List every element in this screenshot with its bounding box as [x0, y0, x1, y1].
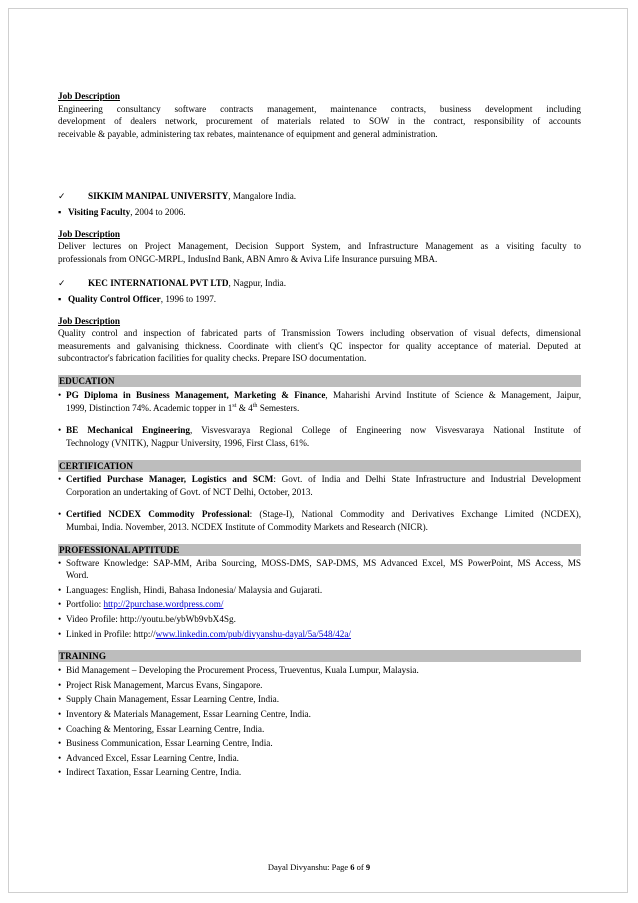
role-entry — [58, 206, 581, 219]
certification-issuer: : Govt. of India and Delhi State Infrastructure and Industrial Development — [273, 474, 581, 485]
languages: Languages: English, Hindi, Bahasa Indonesia/ Malaysia and Gujarati. — [66, 584, 323, 595]
certification-details: Mumbai, India. November, 2013. NCDEX Institute of Commodity Markets and Research (NICR). — [66, 522, 428, 533]
aptitude-item — [58, 613, 581, 626]
employer-name: SIKKIM MANIPAL UNIVERSITY — [88, 191, 229, 202]
portfolio-link[interactable]: http://2purchase.wordpress.com/ — [103, 599, 224, 610]
bullet-icon: • — [58, 389, 62, 400]
linkedin-link[interactable]: www.linkedin.com/pub/divyanshu-dayal/5a/548/42a/ — [155, 628, 351, 639]
bullet-icon: • — [58, 425, 62, 436]
bullet-icon: • — [58, 752, 62, 763]
bullet-icon: • — [58, 628, 62, 639]
bullet-icon: • — [58, 709, 62, 719]
training-item: • Bid Management – Developing the Procurement Process, Trueventus, Kuala Lumpur, Malaysia. — [58, 665, 419, 676]
certification-title: Certified NCDEX Commodity Professional — [66, 509, 250, 520]
role-period: , 2004 to 2006. — [130, 206, 186, 217]
degree-institution: , Visvesvaraya Regional College of Engineering now Visvesvaraya National Institute of — [189, 425, 581, 436]
degree-title: PG Diploma in Business Management, Marketing & Finance — [66, 389, 326, 400]
education-item — [58, 389, 581, 414]
footer-author: Dayal Divyanshu: Page — [267, 862, 351, 872]
aptitude-item — [58, 628, 581, 641]
job-description-line: professionals from ONGC-MRPL, IndusInd Bank, ABN Amro & Aviva Life Insurance pursuing MBA. — [58, 253, 438, 264]
training-item: • Business Communication, Essar Learning Centre, India. — [58, 738, 273, 749]
employer-location: , Nagpur, India. — [228, 278, 287, 289]
section-header-certification: CERTIFICATION — [58, 460, 581, 472]
software-knowledge: Software Knowledge: SAP-MM, Ariba Sourcing, MOSS-DMS, SAP-DMS, MS Advanced Excel, MS PowerPoint, MS Access, MS — [66, 557, 581, 568]
job-description-line: receivable & payable, administering tax rebates, maintenance of equipment and general administration. — [58, 128, 438, 139]
linkedin-label: Linked in Profile: http:// — [66, 628, 156, 639]
role-entry — [58, 293, 581, 306]
square-bullet-icon: ▪ — [58, 293, 62, 304]
section-header-training: TRAINING — [58, 650, 581, 662]
software-knowledge-cont: Word. — [66, 570, 89, 581]
job-description-line: Engineering consultancy software contracts management, maintenance contracts, business development including — [58, 103, 581, 114]
training-item: • Indirect Taxation, Essar Learning Centre, India. — [58, 767, 242, 778]
degree-details: 1999, Distinction 74%. Academic topper in 1st & 4th Semesters. — [66, 402, 300, 413]
employer-entry — [58, 277, 581, 290]
role-title: Visiting Faculty — [68, 206, 131, 217]
section-header-education: EDUCATION — [58, 375, 581, 387]
video-profile: Video Profile: http://youtu.be/ybWb9vbX4Sg. — [66, 614, 236, 625]
section-header-aptitude: PROFESSIONAL APTITUDE — [58, 544, 581, 556]
job-description-line: measurements and galvanising thickness. Coordinate with client's QC inspector for quality acceptance of material. Deputed at — [58, 340, 581, 351]
portfolio-label: Portfolio: — [66, 599, 104, 610]
certification-title: Certified Purchase Manager, Logistics and SCM — [66, 474, 274, 485]
aptitude-item — [58, 598, 581, 611]
footer-page-number: 6 — [350, 862, 355, 872]
checkmark-icon: ✓ — [58, 191, 66, 202]
role-period: , 1996 to 1997. — [160, 293, 217, 304]
employer-name: KEC INTERNATIONAL PVT LTD — [88, 278, 229, 289]
job-description-line: subcontractor's fabrication facilities for quality checks. Prepare ISO documentation. — [58, 353, 367, 364]
job-description-heading: Job Description — [58, 91, 121, 101]
training-item: • Project Risk Management, Marcus Evans, Singapore. — [58, 679, 263, 690]
training-item: • Advanced Excel, Essar Learning Centre, India. — [58, 752, 239, 763]
training-item: • Supply Chain Management, Essar Learning Centre, India. — [58, 694, 280, 705]
bullet-icon: • — [58, 614, 62, 625]
training-item: • Coaching & Mentoring, Essar Learning Centre, India. — [58, 723, 265, 734]
bullet-icon: • — [58, 474, 62, 485]
employer-location: , Mangalore India. — [228, 191, 297, 202]
bullet-icon: • — [58, 679, 62, 690]
certification-item — [58, 508, 581, 533]
bullet-icon: • — [58, 767, 62, 778]
bullet-icon: • — [58, 584, 62, 595]
bullet-icon: • — [58, 599, 62, 610]
job-description-line: Quality control and inspection of fabricated parts of Transmission Towers including observation of visual defects, dimensional — [58, 328, 581, 339]
employer-entry — [58, 190, 581, 203]
bullet-icon: • — [58, 723, 62, 734]
bullet-icon: • — [58, 557, 62, 568]
education-item — [58, 424, 581, 449]
bullet-icon: • — [58, 509, 62, 520]
bullet-icon: • — [58, 665, 62, 676]
page-footer: Dayal Divyanshu: Page 6 of 9 — [267, 862, 371, 872]
aptitude-item — [58, 557, 581, 582]
job-description-line: development of dealers network, procurement of materials related to SOW in the contract, responsibility of accounts — [58, 116, 581, 127]
job-description-heading: Job Description — [58, 228, 121, 239]
role-title: Quality Control Officer — [68, 293, 161, 304]
job-description-heading: Job Description — [58, 315, 121, 326]
certification-issuer: : (Stage-I), National Commodity and Derivatives Exchange Limited (NCDEX), — [249, 509, 582, 520]
resume-content — [58, 90, 581, 779]
square-bullet-icon: ▪ — [58, 206, 62, 217]
bullet-icon: • — [58, 694, 62, 705]
job-description-line: Deliver lectures on Project Management, Decision Support System, and Infrastructure Management as a visiting faculty to — [58, 241, 581, 252]
checkmark-icon: ✓ — [58, 278, 66, 289]
degree-details: Technology (VNITK), Nagpur University, 1996, First Class, 61%. — [66, 437, 310, 448]
certification-item — [58, 473, 581, 498]
training-item: • Inventory & Materials Management, Essar Learning Centre, India. — [58, 709, 311, 719]
certification-details: Corporation an undertaking of Govt. of NCT Delhi, October, 2013. — [66, 486, 313, 497]
aptitude-item — [58, 584, 581, 597]
bullet-icon: • — [58, 738, 62, 749]
degree-institution: , Maharishi Arvind Institute of Science & Management, Jaipur, — [325, 389, 582, 400]
footer-page-total: 9 — [365, 862, 371, 872]
degree-title: BE Mechanical Engineering — [66, 425, 190, 436]
